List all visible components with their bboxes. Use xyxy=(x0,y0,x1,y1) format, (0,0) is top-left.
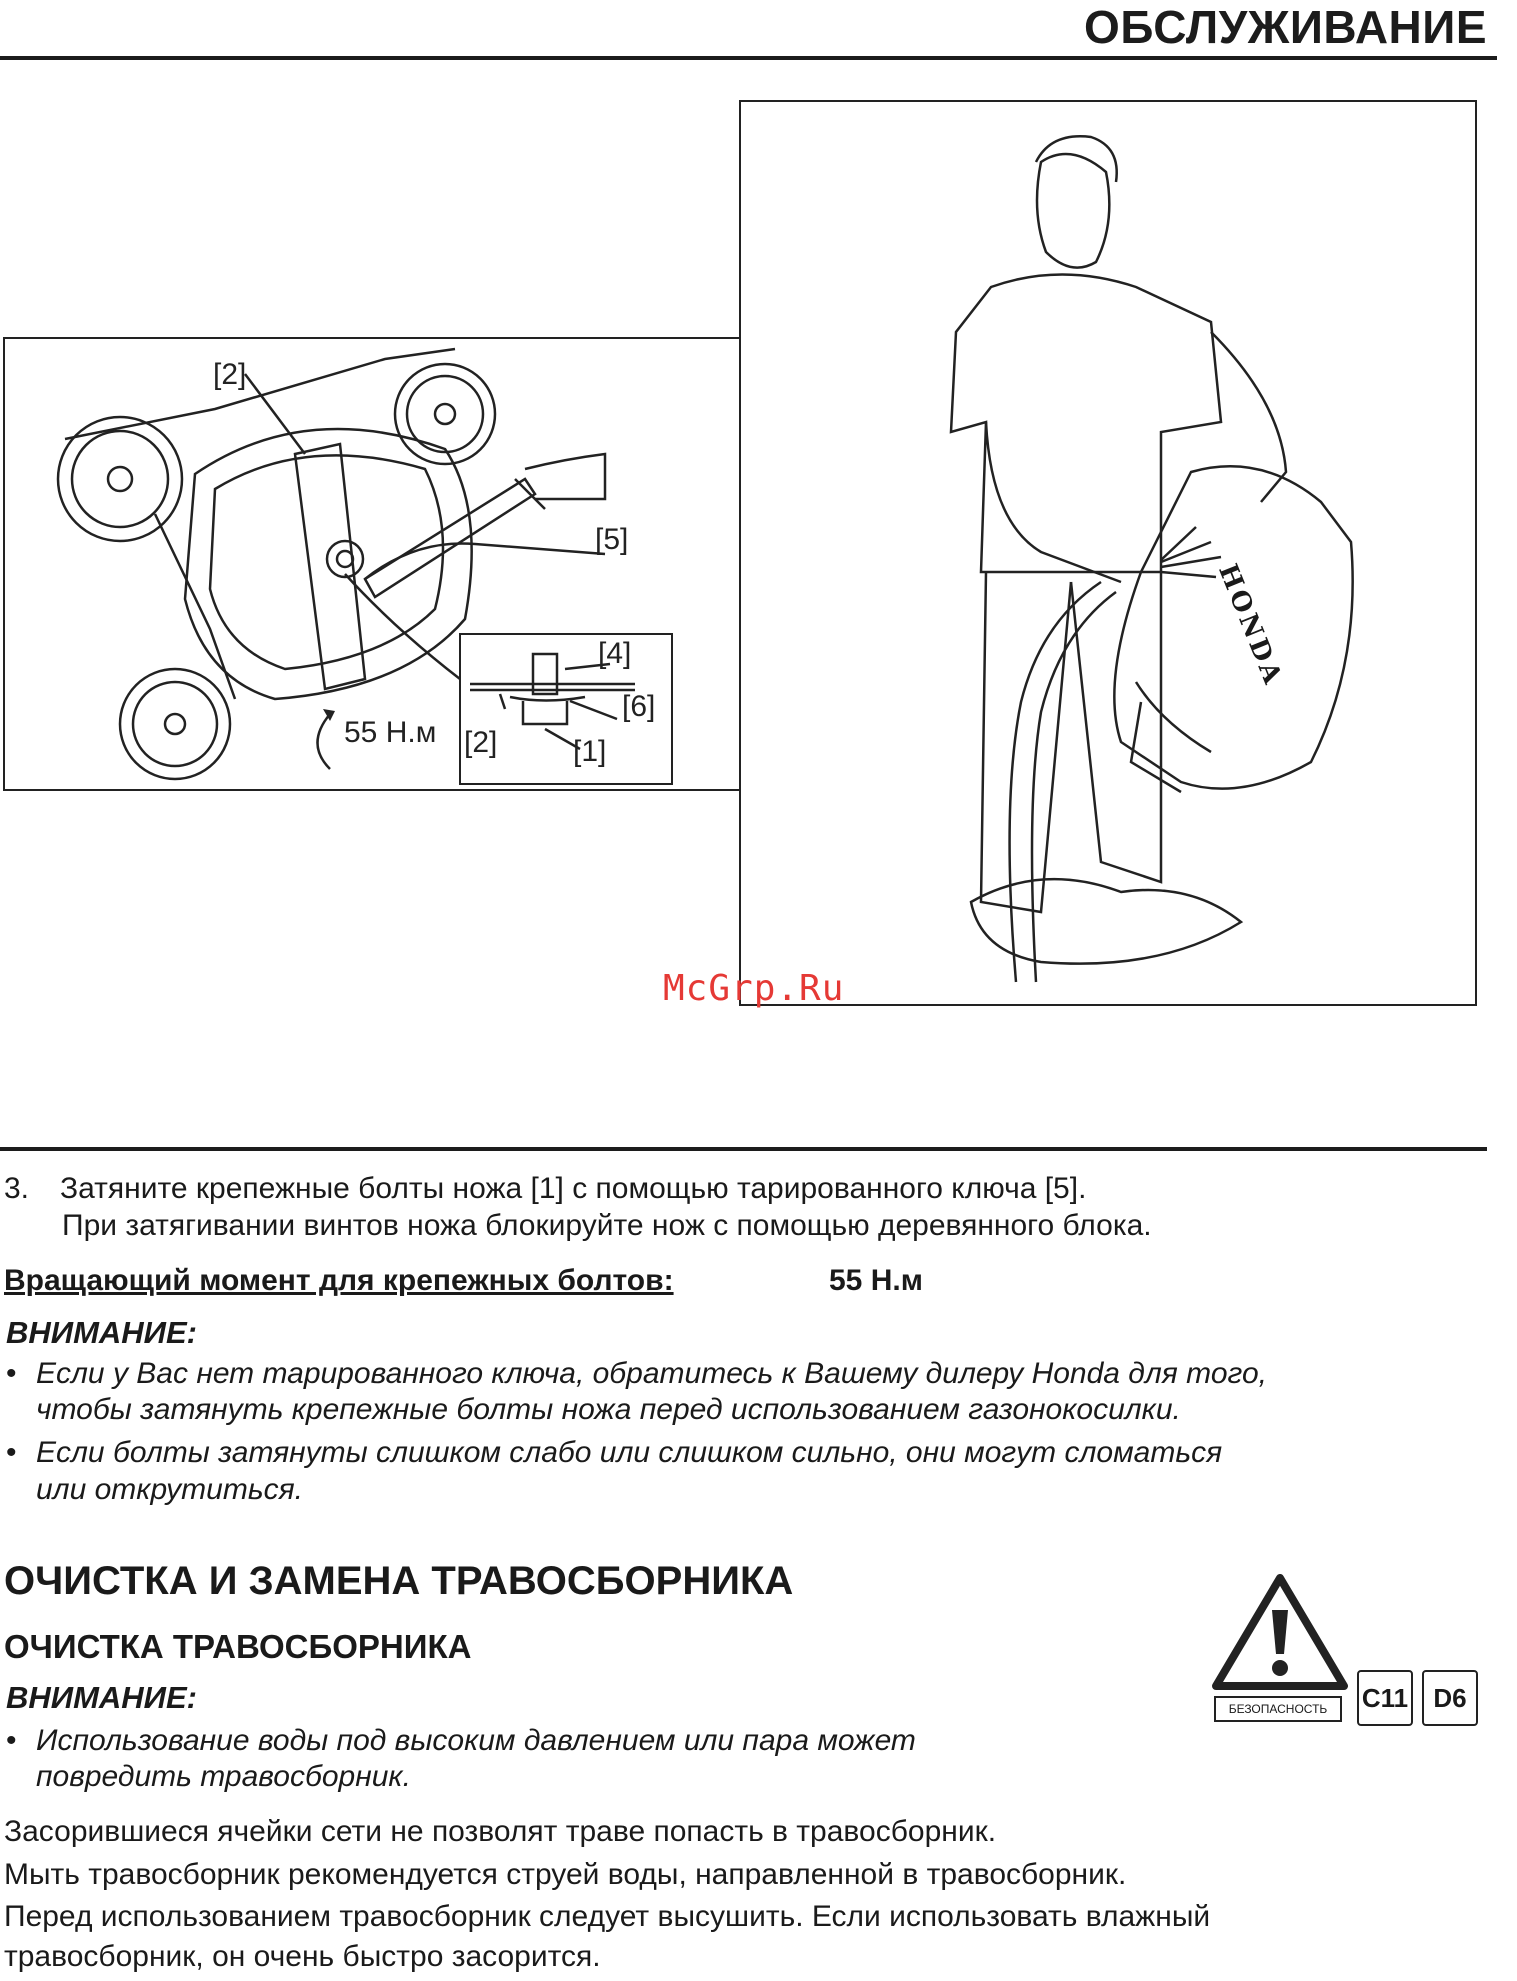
callout-1: [1] xyxy=(573,735,607,768)
callout-2-detail: [2] xyxy=(464,726,498,759)
callout-6: [6] xyxy=(622,690,656,723)
code-d6-badge: D6 xyxy=(1422,1670,1478,1726)
body-paragraph-1: Засорившиеся ячейки сети не позволят траве попасть в травосборник. xyxy=(4,1815,997,1848)
step3-line1: Затяните крепежные болты ножа [1] с помощью тарированного ключа [5]. xyxy=(60,1172,1087,1205)
code-c11-badge: C11 xyxy=(1357,1670,1413,1726)
honda-logo: HONDA xyxy=(1212,560,1289,691)
step-number: 3. xyxy=(4,1172,30,1205)
washing-illustration xyxy=(741,102,1475,1004)
watermark: McGrp.Ru xyxy=(663,968,845,1009)
warning-triangle-icon xyxy=(1212,1574,1348,1690)
caution-title: ВНИМАНИЕ: xyxy=(6,1315,197,1350)
caution1-bullet1-l2: чтобы затянуть крепежные болты ножа перед использованием газонокосилки. xyxy=(36,1393,1181,1426)
bullet-symbol: • xyxy=(6,1436,17,1469)
callout-5: [5] xyxy=(595,523,629,556)
torque-spec-value: 55 Н.м xyxy=(829,1264,923,1297)
step3-line2: При затягивании винтов ножа блокируйте нож с помощью деревянного блока. xyxy=(62,1209,1152,1242)
body-paragraph-3b: травосборник, он очень быстро засорится. xyxy=(4,1940,601,1973)
header-rule xyxy=(0,56,1497,60)
caution1-bullet2-l2: или открутиться. xyxy=(36,1473,303,1506)
caution1-bullet2-l1: Если болты затянуты слишком слабо или слишком сильно, они могут сломаться xyxy=(36,1436,1223,1469)
torque-spec-label: Вращающий момент для крепежных болтов: xyxy=(4,1264,674,1297)
callout-4: [4] xyxy=(598,637,632,670)
body-paragraph-2: Мыть травосборник рекомендуется струей воды, направленной в травосборник. xyxy=(4,1858,1127,1891)
callout-2: [2] xyxy=(213,358,247,391)
body-paragraph-3a: Перед использованием травосборник следует высушить. Если использовать влажный xyxy=(4,1900,1211,1933)
caution-title: ВНИМАНИЕ: xyxy=(6,1680,197,1715)
safety-label: БЕЗОПАСНОСТЬ xyxy=(1214,1696,1342,1722)
section-subtitle: ОЧИСТКА ТРАВОСБОРНИКА xyxy=(4,1628,472,1665)
section-rule xyxy=(0,1147,1487,1151)
caution2-bullet-l2: повредить травосборник. xyxy=(36,1760,411,1793)
bullet-symbol: • xyxy=(6,1724,17,1757)
torque-label: 55 Н.м xyxy=(344,716,437,749)
bullet-symbol: • xyxy=(6,1357,17,1390)
caution1-bullet1-l1: Если у Вас нет тарированного ключа, обратитесь к Вашему дилеру Honda для того, xyxy=(36,1357,1267,1390)
figure-grass-bag-washing xyxy=(739,100,1477,1006)
page-title: ОБСЛУЖИВАНИЕ xyxy=(1084,1,1487,53)
section-title: ОЧИСТКА И ЗАМЕНА ТРАВОСБОРНИКА xyxy=(4,1559,794,1603)
caution2-bullet-l1: Использование воды под высоким давлением или пара может xyxy=(36,1724,916,1757)
